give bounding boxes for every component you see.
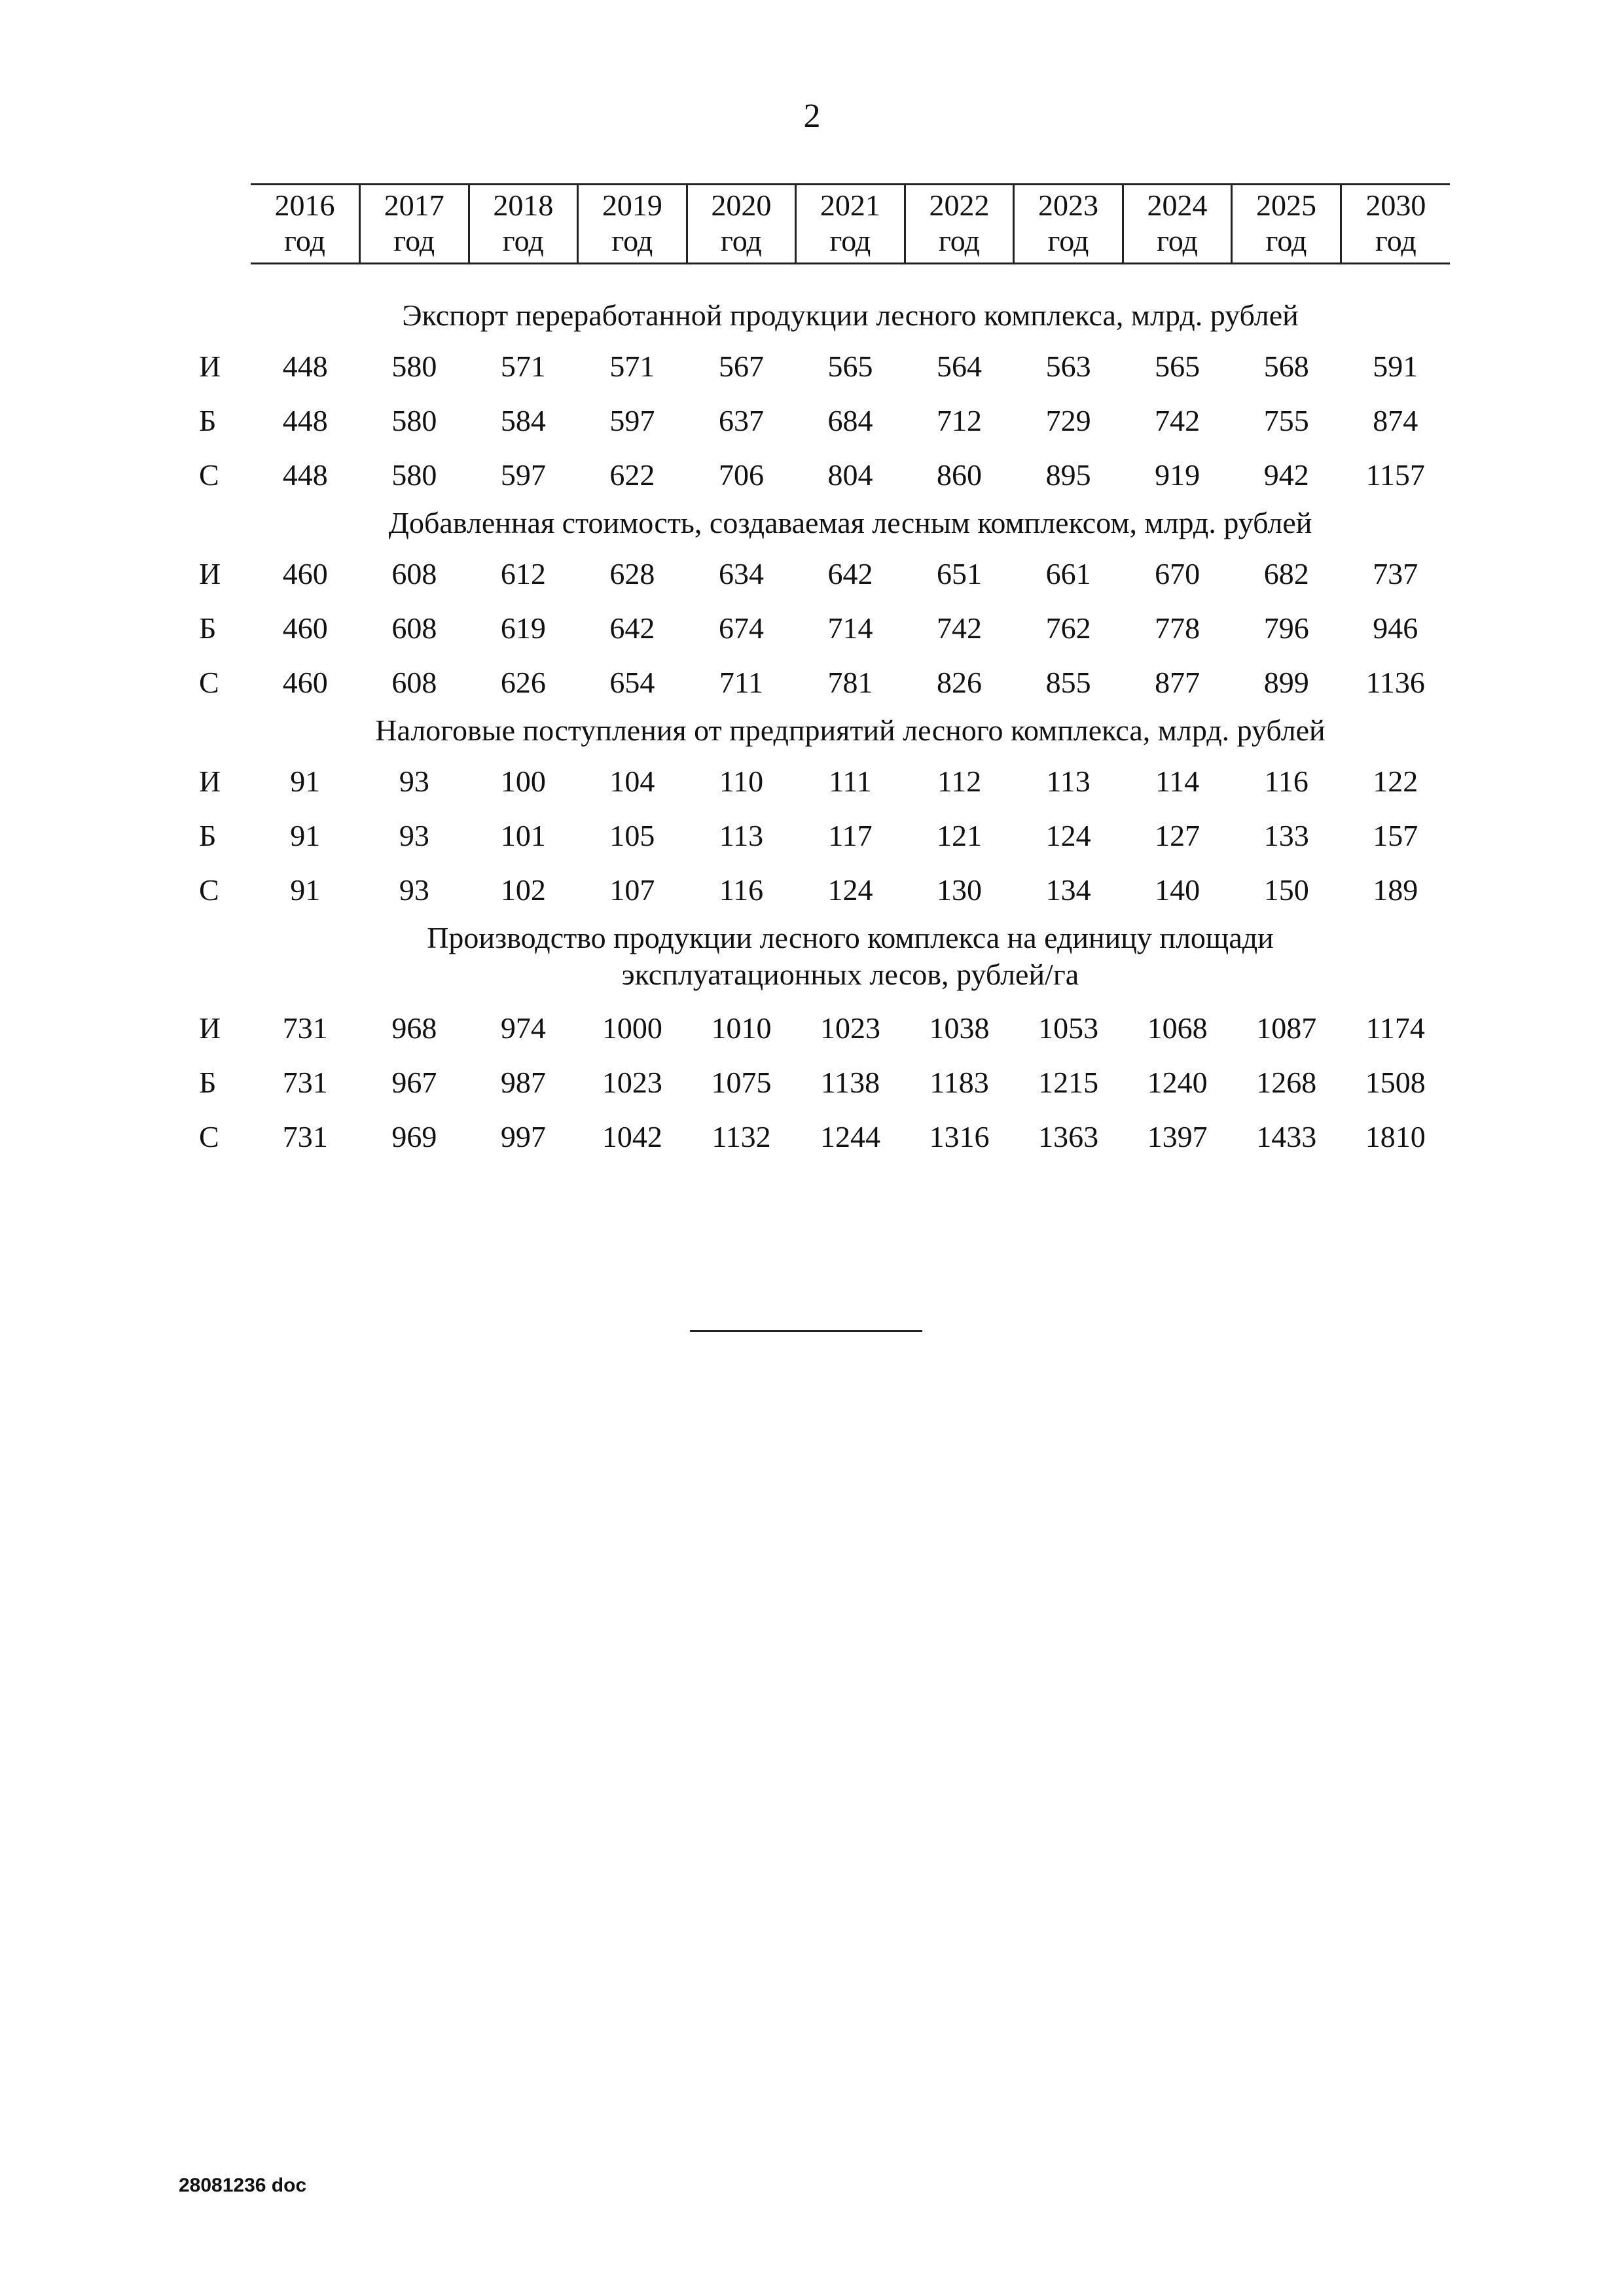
value-cell: 1023 bbox=[820, 1011, 880, 1045]
value-cell: 729 bbox=[1045, 404, 1091, 437]
data-row bbox=[190, 547, 1450, 601]
value-cell: 608 bbox=[391, 666, 437, 699]
value-cell: 1075 bbox=[711, 1066, 772, 1099]
year-word: год bbox=[1375, 224, 1416, 257]
year-word: год bbox=[939, 224, 980, 257]
value-cell: 100 bbox=[500, 765, 546, 798]
value-cell: 124 bbox=[827, 873, 873, 907]
value-cell: 612 bbox=[500, 557, 546, 590]
value-cell: 157 bbox=[1373, 819, 1418, 852]
value-cell: 93 bbox=[399, 819, 429, 852]
value-cell: 874 bbox=[1373, 404, 1418, 437]
value-cell: 608 bbox=[391, 611, 437, 645]
value-cell: 967 bbox=[391, 1066, 437, 1099]
year-word: год bbox=[284, 224, 325, 257]
year-word: год bbox=[1047, 224, 1089, 257]
value-cell: 877 bbox=[1155, 666, 1200, 699]
value-cell: 942 bbox=[1263, 458, 1309, 492]
section-title-line: Добавленная стоимость, создаваемая лесным комплексом, млрд. рублей bbox=[388, 506, 1312, 539]
value-cell: 1244 bbox=[820, 1120, 880, 1153]
value-cell: 448 bbox=[282, 458, 328, 492]
value-cell: 580 bbox=[391, 350, 437, 383]
year-word: год bbox=[720, 224, 762, 257]
value-cell: 742 bbox=[937, 611, 983, 645]
value-cell: 133 bbox=[1263, 819, 1309, 852]
value-cell: 1268 bbox=[1256, 1066, 1317, 1099]
value-cell: 622 bbox=[609, 458, 655, 492]
value-cell: 826 bbox=[937, 666, 983, 699]
value-cell: 711 bbox=[719, 666, 764, 699]
value-cell: 102 bbox=[500, 873, 546, 907]
value-cell: 1136 bbox=[1365, 666, 1425, 699]
data-row bbox=[190, 393, 1450, 448]
value-cell: 122 bbox=[1373, 765, 1418, 798]
value-cell: 781 bbox=[827, 666, 873, 699]
year-header-cell bbox=[469, 185, 578, 264]
year-number: 2030 bbox=[1365, 189, 1426, 222]
value-cell: 619 bbox=[500, 611, 546, 645]
value-cell: 114 bbox=[1155, 765, 1200, 798]
value-cell: 634 bbox=[718, 557, 764, 590]
year-header-cell bbox=[796, 185, 905, 264]
year-header-cell bbox=[1341, 185, 1450, 264]
row-cells bbox=[251, 1065, 1450, 1100]
value-cell: 93 bbox=[399, 765, 429, 798]
value-cell: 1132 bbox=[712, 1120, 771, 1153]
row-cells bbox=[251, 1119, 1450, 1154]
value-cell: 1138 bbox=[820, 1066, 880, 1099]
scenario-label: Б bbox=[199, 611, 217, 645]
end-of-document-rule bbox=[690, 1330, 922, 1332]
value-cell: 116 bbox=[719, 873, 764, 907]
value-cell: 580 bbox=[391, 404, 437, 437]
year-number: 2023 bbox=[1038, 189, 1098, 222]
value-cell: 113 bbox=[1046, 765, 1091, 798]
value-cell: 796 bbox=[1263, 611, 1309, 645]
value-cell: 448 bbox=[282, 350, 328, 383]
year-number: 2020 bbox=[711, 189, 772, 222]
value-cell: 608 bbox=[391, 557, 437, 590]
value-cell: 571 bbox=[500, 350, 546, 383]
value-cell: 150 bbox=[1263, 873, 1309, 907]
value-cell: 140 bbox=[1155, 873, 1200, 907]
value-cell: 568 bbox=[1263, 350, 1309, 383]
value-cell: 1087 bbox=[1256, 1011, 1317, 1045]
value-cell: 1508 bbox=[1365, 1066, 1426, 1099]
value-cell: 661 bbox=[1045, 557, 1091, 590]
value-cell: 1397 bbox=[1147, 1120, 1208, 1153]
year-header-cell bbox=[1232, 185, 1341, 264]
year-word: год bbox=[829, 224, 871, 257]
value-cell: 1010 bbox=[711, 1011, 772, 1045]
value-cell: 712 bbox=[937, 404, 983, 437]
value-cell: 946 bbox=[1373, 611, 1418, 645]
value-cell: 860 bbox=[937, 458, 983, 492]
row-cells bbox=[251, 458, 1450, 492]
section-title bbox=[251, 295, 1450, 339]
value-cell: 855 bbox=[1045, 666, 1091, 699]
page-number: 2 bbox=[803, 98, 821, 135]
year-header-cell bbox=[1014, 185, 1123, 264]
year-number: 2025 bbox=[1256, 189, 1317, 222]
data-row bbox=[190, 754, 1450, 808]
value-cell: 742 bbox=[1155, 404, 1200, 437]
year-header-cell bbox=[1123, 185, 1232, 264]
section-title bbox=[251, 710, 1450, 754]
row-cells bbox=[251, 556, 1450, 591]
value-cell: 1363 bbox=[1038, 1120, 1099, 1153]
scenario-label: С bbox=[199, 1120, 219, 1153]
value-cell: 127 bbox=[1155, 819, 1200, 852]
value-cell: 105 bbox=[609, 819, 655, 852]
data-row bbox=[190, 863, 1450, 917]
value-cell: 107 bbox=[609, 873, 655, 907]
value-cell: 116 bbox=[1264, 765, 1308, 798]
value-cell: 567 bbox=[718, 350, 764, 383]
value-cell: 104 bbox=[609, 765, 655, 798]
year-number: 2019 bbox=[602, 189, 662, 222]
value-cell: 1215 bbox=[1038, 1066, 1099, 1099]
value-cell: 1240 bbox=[1147, 1066, 1208, 1099]
value-cell: 684 bbox=[827, 404, 873, 437]
value-cell: 121 bbox=[937, 819, 983, 852]
value-cell: 565 bbox=[827, 350, 873, 383]
year-header-cell bbox=[687, 185, 796, 264]
value-cell: 460 bbox=[282, 611, 328, 645]
value-cell: 580 bbox=[391, 458, 437, 492]
row-cells bbox=[251, 611, 1450, 645]
value-cell: 755 bbox=[1263, 404, 1309, 437]
section-title bbox=[251, 502, 1450, 547]
year-number: 2017 bbox=[384, 189, 444, 222]
value-cell: 1316 bbox=[929, 1120, 990, 1153]
scenario-label: С bbox=[199, 873, 219, 907]
value-cell: 731 bbox=[282, 1011, 328, 1045]
scenario-label: И bbox=[199, 765, 221, 798]
year-header-cell bbox=[360, 185, 469, 264]
data-row bbox=[190, 655, 1450, 710]
scenario-label: С bbox=[199, 666, 219, 699]
value-cell: 1053 bbox=[1038, 1011, 1099, 1045]
scenario-label: Б bbox=[199, 819, 217, 852]
value-cell: 628 bbox=[609, 557, 655, 590]
value-cell: 1183 bbox=[929, 1066, 989, 1099]
value-cell: 682 bbox=[1263, 557, 1309, 590]
value-cell: 564 bbox=[937, 350, 983, 383]
year-number: 2024 bbox=[1147, 189, 1208, 222]
value-cell: 968 bbox=[391, 1011, 437, 1045]
value-cell: 134 bbox=[1045, 873, 1091, 907]
year-word: год bbox=[502, 224, 544, 257]
value-cell: 670 bbox=[1155, 557, 1200, 590]
value-cell: 1810 bbox=[1365, 1120, 1426, 1153]
value-cell: 714 bbox=[827, 611, 873, 645]
scenario-label: Б bbox=[199, 404, 217, 437]
value-cell: 448 bbox=[282, 404, 328, 437]
year-number: 2018 bbox=[493, 189, 554, 222]
value-cell: 111 bbox=[829, 765, 872, 798]
value-cell: 731 bbox=[282, 1066, 328, 1099]
year-word: год bbox=[1157, 224, 1198, 257]
value-cell: 804 bbox=[827, 458, 873, 492]
value-cell: 130 bbox=[937, 873, 983, 907]
section-title-line: эксплуатационных лесов, рублей/га bbox=[621, 958, 1079, 991]
value-cell: 93 bbox=[399, 873, 429, 907]
value-cell: 899 bbox=[1263, 666, 1309, 699]
scenario-label: И bbox=[199, 350, 221, 383]
value-cell: 124 bbox=[1045, 819, 1091, 852]
year-number: 2022 bbox=[929, 189, 990, 222]
value-cell: 651 bbox=[937, 557, 983, 590]
value-cell: 762 bbox=[1045, 611, 1091, 645]
value-cell: 778 bbox=[1155, 611, 1200, 645]
data-row bbox=[190, 601, 1450, 655]
data-row bbox=[190, 448, 1450, 502]
value-cell: 91 bbox=[290, 819, 321, 852]
year-header-cell bbox=[251, 185, 360, 264]
value-cell: 1157 bbox=[1365, 458, 1425, 492]
value-cell: 706 bbox=[718, 458, 764, 492]
row-cells bbox=[251, 818, 1450, 853]
value-cell: 1038 bbox=[929, 1011, 990, 1045]
row-cells bbox=[251, 1011, 1450, 1045]
year-header-cell bbox=[578, 185, 687, 264]
value-cell: 1433 bbox=[1256, 1120, 1317, 1153]
value-cell: 460 bbox=[282, 666, 328, 699]
value-cell: 674 bbox=[718, 611, 764, 645]
value-cell: 91 bbox=[290, 765, 321, 798]
value-cell: 987 bbox=[500, 1066, 546, 1099]
value-cell: 571 bbox=[609, 350, 655, 383]
value-cell: 189 bbox=[1373, 873, 1418, 907]
value-cell: 1174 bbox=[1365, 1011, 1425, 1045]
section-title-line: Производство продукции лесного комплекса на единицу площади bbox=[427, 921, 1274, 954]
value-cell: 113 bbox=[719, 819, 764, 852]
scenario-label: Б bbox=[199, 1066, 217, 1099]
value-cell: 895 bbox=[1045, 458, 1091, 492]
row-cells bbox=[251, 349, 1450, 384]
value-cell: 997 bbox=[500, 1120, 546, 1153]
value-cell: 565 bbox=[1155, 350, 1200, 383]
value-cell: 117 bbox=[828, 819, 873, 852]
value-cell: 1023 bbox=[602, 1066, 662, 1099]
value-cell: 91 bbox=[290, 873, 321, 907]
value-cell: 737 bbox=[1373, 557, 1418, 590]
year-word: год bbox=[1265, 224, 1307, 257]
scenario-label: И bbox=[199, 557, 221, 590]
value-cell: 626 bbox=[500, 666, 546, 699]
value-cell: 974 bbox=[500, 1011, 546, 1045]
section-title-line: Экспорт переработанной продукции лесного комплекса, млрд. рублей bbox=[402, 298, 1299, 332]
row-cells bbox=[251, 873, 1450, 907]
row-cells bbox=[251, 403, 1450, 438]
value-cell: 101 bbox=[500, 819, 546, 852]
value-cell: 642 bbox=[827, 557, 873, 590]
value-cell: 1068 bbox=[1147, 1011, 1208, 1045]
year-word: год bbox=[393, 224, 435, 257]
year-header-cell bbox=[905, 185, 1014, 264]
data-row bbox=[190, 1001, 1450, 1055]
row-cells bbox=[251, 764, 1450, 799]
data-row bbox=[190, 1055, 1450, 1110]
year-header-row bbox=[251, 185, 1450, 264]
value-cell: 591 bbox=[1373, 350, 1418, 383]
value-cell: 1000 bbox=[602, 1011, 662, 1045]
value-cell: 597 bbox=[609, 404, 655, 437]
year-number: 2016 bbox=[274, 189, 335, 222]
data-row bbox=[190, 808, 1450, 863]
section-title bbox=[251, 917, 1450, 1001]
row-cells bbox=[251, 665, 1450, 700]
scenario-label: И bbox=[199, 1011, 221, 1045]
value-cell: 642 bbox=[609, 611, 655, 645]
value-cell: 919 bbox=[1155, 458, 1200, 492]
year-number: 2021 bbox=[820, 189, 880, 222]
value-cell: 654 bbox=[609, 666, 655, 699]
value-cell: 969 bbox=[391, 1120, 437, 1153]
value-cell: 112 bbox=[937, 765, 982, 798]
value-cell: 110 bbox=[719, 765, 764, 798]
document-code: 28081236 doc bbox=[179, 2175, 307, 2196]
data-row bbox=[190, 1110, 1450, 1164]
scenario-label: С bbox=[199, 458, 219, 492]
value-cell: 1042 bbox=[602, 1120, 662, 1153]
data-table-body bbox=[190, 295, 1450, 1164]
year-word: год bbox=[611, 224, 653, 257]
value-cell: 637 bbox=[718, 404, 764, 437]
value-cell: 460 bbox=[282, 557, 328, 590]
data-row bbox=[190, 339, 1450, 393]
section-title-line: Налоговые поступления от предприятий лесного комплекса, млрд. рублей bbox=[375, 714, 1326, 747]
value-cell: 731 bbox=[282, 1120, 328, 1153]
value-cell: 584 bbox=[500, 404, 546, 437]
year-header-table bbox=[251, 183, 1450, 264]
value-cell: 597 bbox=[500, 458, 546, 492]
value-cell: 563 bbox=[1045, 350, 1091, 383]
